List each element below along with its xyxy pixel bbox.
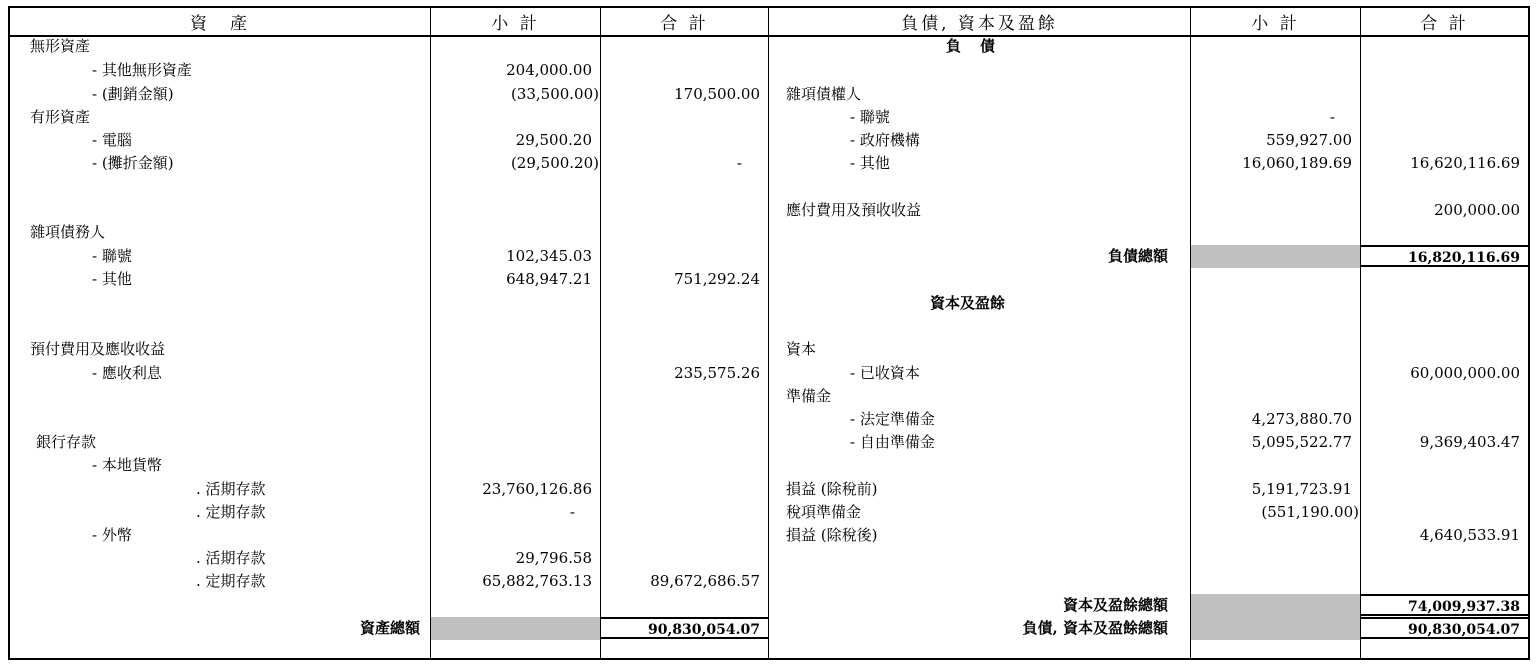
value-total-assets: 90,830,054.07 — [601, 617, 768, 639]
section-capital: 資本及盈餘 — [930, 294, 1006, 312]
label-reserves: 準備金 — [786, 387, 832, 405]
label-debtor-other: - 其他 — [92, 270, 132, 288]
value-pl-before-tax: 5,191,723.91 — [1251, 480, 1352, 498]
column-divider — [430, 8, 431, 658]
label-foreign-fixed: . 定期存款 — [196, 572, 266, 590]
value-local-fixed: - — [569, 503, 575, 521]
value-grand-total: 90,830,054.07 — [1361, 617, 1528, 639]
value-cred-related: - — [1329, 108, 1335, 126]
label-prepaid: 預付費用及應收收益 — [30, 340, 166, 358]
total-reserves: 9,369,403.47 — [1419, 433, 1520, 451]
label-debtor-related: - 聯號 — [92, 247, 132, 265]
label-paid-capital: - 已收資本 — [850, 364, 920, 382]
label-capital: 資本 — [786, 340, 817, 358]
value-amortization: (33,500.00) — [510, 85, 599, 103]
label-local-currency: - 本地貨幣 — [92, 456, 162, 474]
label-debtors: 雜項債務人 — [30, 223, 106, 241]
shaded-cell — [1191, 245, 1360, 268]
total-creditors: 16,620,116.69 — [1410, 154, 1520, 172]
value-total-capital: 74,009,937.38 — [1361, 594, 1528, 616]
total-prepaid: 235,575.26 — [674, 364, 760, 382]
header-assets-subtotal: 小 計 — [431, 8, 600, 37]
value-tax-provision: (551,190.00) — [1261, 503, 1359, 521]
total-bank: 89,672,686.57 — [650, 572, 760, 590]
label-legal-reserve: - 法定準備金 — [850, 410, 935, 428]
value-foreign-fixed: 65,882,763.13 — [482, 572, 592, 590]
value-total-liabilities: 16,820,116.69 — [1361, 245, 1528, 267]
label-interest-receivable: - 應收利息 — [92, 364, 162, 382]
label-bank: 銀行存款 — [36, 433, 97, 451]
shaded-cell — [1191, 617, 1360, 640]
value-cred-gov: 559,927.00 — [1266, 131, 1352, 149]
total-pl-after-tax: 4,640,533.91 — [1419, 526, 1520, 544]
value-debtor-other: 648,947.21 — [506, 270, 592, 288]
column-divider — [1360, 8, 1361, 658]
total-paid-capital: 60,000,000.00 — [1410, 364, 1520, 382]
label-pl-after-tax: 損益 (除稅後) — [786, 526, 878, 544]
total-debtors: 751,292.24 — [674, 270, 760, 288]
total-accrued: 200,000.00 — [1434, 201, 1520, 219]
label-total-liabilities: 負債總額 — [1107, 247, 1168, 265]
label-local-fixed: . 定期存款 — [196, 503, 266, 521]
label-accrued: 應付費用及預收收益 — [786, 201, 922, 219]
header-assets-total: 合 計 — [601, 8, 768, 37]
column-divider — [600, 8, 601, 658]
label-depreciation: - (攤折金額) — [92, 154, 174, 172]
column-divider — [768, 8, 769, 658]
value-local-current: 23,760,126.86 — [482, 480, 592, 498]
label-cred-other: - 其他 — [850, 154, 890, 172]
shaded-cell — [431, 617, 600, 640]
label-creditors: 雜項債權人 — [786, 85, 862, 103]
label-grand-total: 負債, 資本及盈餘總額 — [1022, 619, 1168, 637]
label-foreign-current: . 活期存款 — [196, 549, 266, 567]
label-intangible: 無形資產 — [30, 37, 91, 55]
label-free-reserve: - 自由準備金 — [850, 433, 935, 451]
label-tangible: 有形資產 — [30, 108, 91, 126]
label-amortization: - (劃銷金額) — [92, 85, 174, 103]
label-computer: - 電腦 — [92, 131, 132, 149]
label-local-current: . 活期存款 — [196, 480, 266, 498]
header-assets: 資 產 — [10, 8, 430, 37]
label-cred-gov: - 政府機構 — [850, 131, 920, 149]
value-other-intangible: 204,000.00 — [506, 61, 592, 79]
header-liabilities: 負債, 資本及盈餘 — [769, 8, 1190, 37]
label-total-capital: 資本及盈餘總額 — [1062, 596, 1168, 614]
column-divider — [1190, 8, 1191, 658]
value-debtor-related: 102,345.03 — [506, 247, 592, 265]
balance-sheet — [8, 6, 1530, 660]
label-pl-before-tax: 損益 (除稅前) — [786, 480, 878, 498]
label-foreign-currency: - 外幣 — [92, 526, 132, 544]
header-liab-subtotal: 小 計 — [1191, 8, 1360, 37]
value-foreign-current: 29,796.58 — [515, 549, 592, 567]
label-cred-related: - 聯號 — [850, 108, 890, 126]
shaded-cell — [1191, 594, 1360, 617]
label-tax-provision: 稅項準備金 — [786, 503, 862, 521]
label-total-assets: 資產總額 — [359, 619, 420, 637]
value-legal-reserve: 4,273,880.70 — [1251, 410, 1352, 428]
section-liabilities: 負 債 — [946, 37, 998, 55]
total-intangible: 170,500.00 — [674, 85, 760, 103]
value-computer: 29,500.20 — [515, 131, 592, 149]
value-free-reserve: 5,095,522.77 — [1251, 433, 1352, 451]
header-liab-total: 合 計 — [1361, 8, 1528, 37]
label-other-intangible: - 其他無形資產 — [92, 61, 192, 79]
value-depreciation: (29,500.20) — [510, 154, 599, 172]
total-tangible: - — [736, 154, 742, 172]
value-cred-other: 16,060,189.69 — [1242, 154, 1352, 172]
